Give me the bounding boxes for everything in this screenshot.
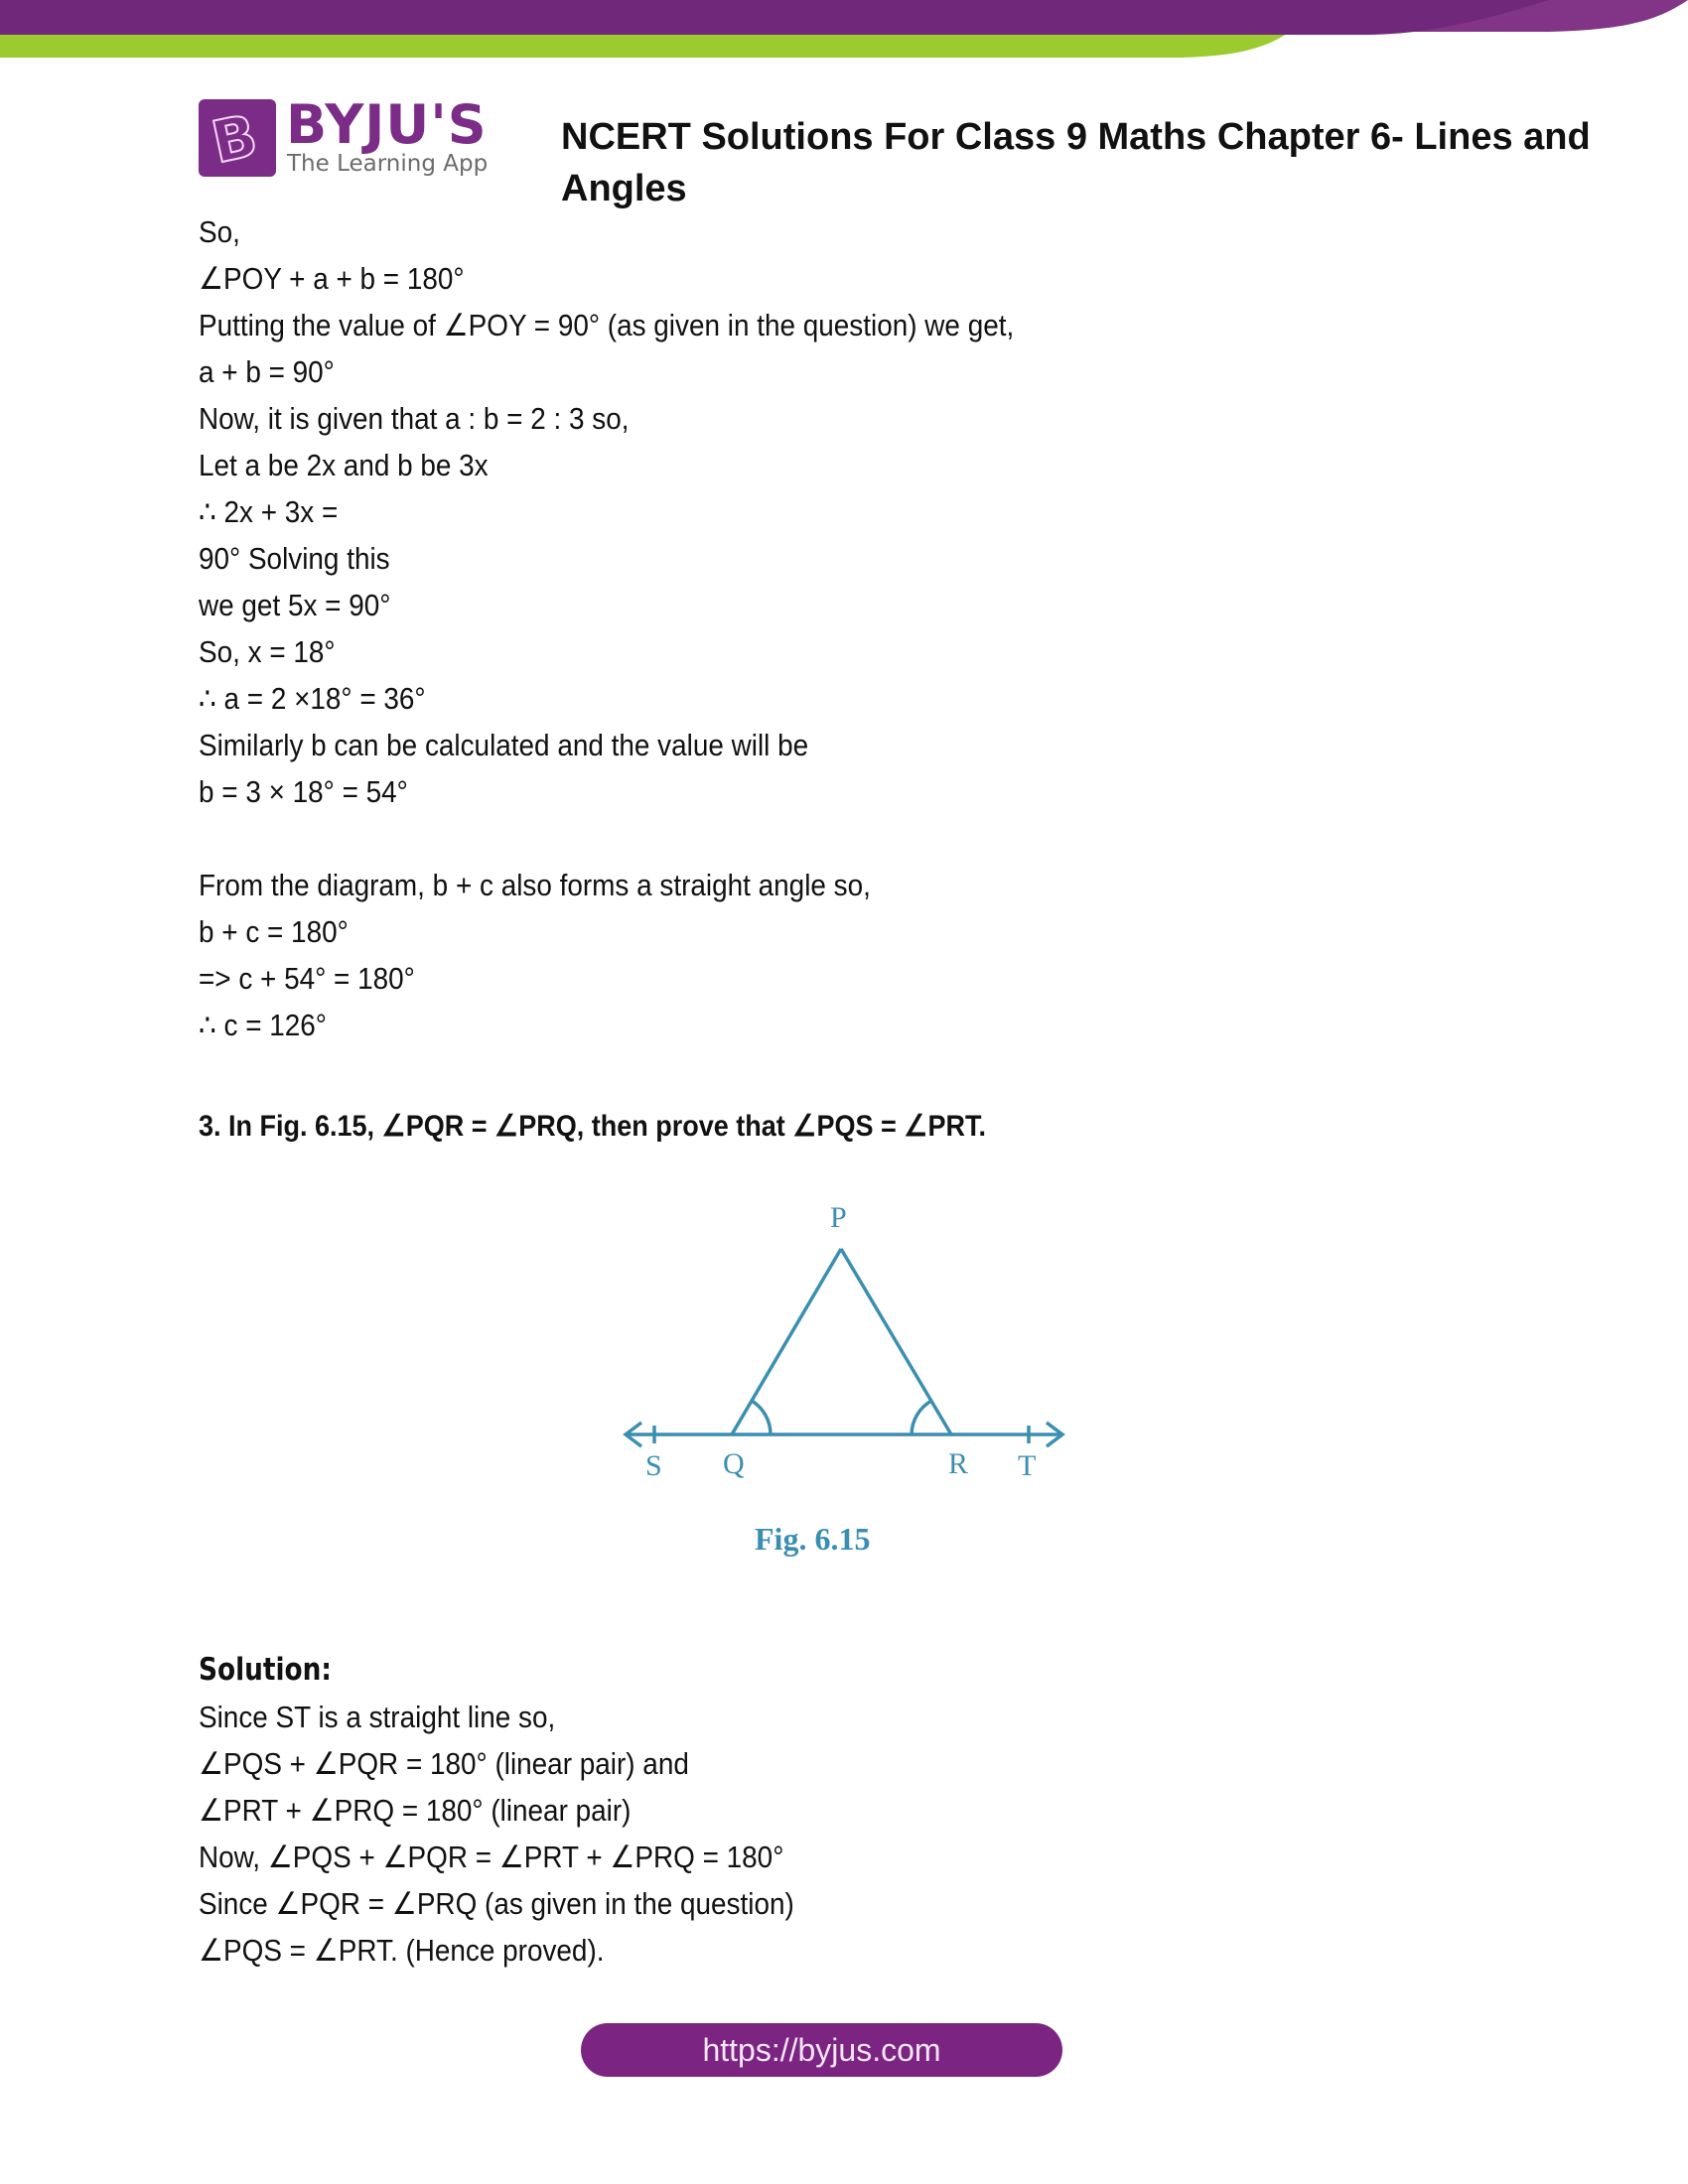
text-line: ∠POY + a + b = 180° — [199, 261, 465, 296]
side-pq — [732, 1249, 841, 1434]
text-line: Since ∠PQR = ∠PRQ (as given in the question) — [199, 1886, 794, 1921]
text-line: Since ST is a straight line so, — [199, 1700, 556, 1734]
text-line: Let a be 2x and b be 3x — [199, 448, 489, 482]
text-line: Similarly b can be calculated and the value will be — [199, 728, 809, 762]
text-line: b = 3 × 18° = 54° — [199, 774, 408, 809]
label-s: S — [645, 1449, 662, 1482]
logo-name: BYJU'S — [286, 93, 488, 156]
solution-q3 — [199, 1646, 1489, 1974]
figure-6-15 — [596, 1191, 1092, 1588]
logo-mark-box — [199, 99, 276, 177]
solution-heading: Solution: — [199, 1652, 332, 1688]
label-t: T — [1018, 1449, 1037, 1482]
logo-tagline: The Learning App — [287, 151, 489, 177]
text-line: ∴ a = 2 ×18° = 36° — [199, 681, 426, 716]
footer-url-link[interactable]: https://byjus.com — [702, 2031, 941, 2068]
text-line: ∠PQS = ∠PRT. (Hence proved). — [199, 1933, 605, 1968]
text-line: 90° Solving this — [199, 541, 390, 576]
text-line: b + c = 180° — [199, 914, 349, 949]
text-line: ∴ c = 126° — [199, 1008, 327, 1042]
angle-arc-q — [752, 1401, 771, 1434]
text-line: a + b = 90° — [199, 354, 335, 389]
text-line: Now, ∠PQS + ∠PQR = ∠PRT + ∠PRQ = 180° — [199, 1840, 784, 1874]
question-3: 3. In Fig. 6.15, ∠PQR = ∠PRQ, then prove that ∠PQS = ∠PRT. — [199, 1110, 986, 1143]
text-line: => c + 54° = 180° — [199, 961, 415, 996]
top-banner — [0, 0, 1688, 69]
text-line: we get 5x = 90° — [199, 588, 391, 622]
logo-b-icon: B — [206, 101, 263, 177]
label-p: P — [830, 1201, 847, 1234]
text-line: ∴ 2x + 3x = — [199, 494, 339, 529]
text-line: So, x = 18° — [199, 634, 336, 669]
side-pr — [841, 1249, 951, 1434]
byjus-logo — [199, 93, 489, 179]
blank-line — [199, 1048, 1489, 1095]
text-line: ∠PQS + ∠PQR = 180° (linear pair) and — [199, 1746, 689, 1781]
banner-purple-dark — [0, 0, 1549, 35]
text-line: ∠PRT + ∠PRQ = 180° (linear pair) — [199, 1793, 632, 1828]
solution-body-q2 — [199, 208, 1489, 1150]
figure-caption: Fig. 6.15 — [755, 1521, 871, 1557]
text-line: From the diagram, b + c also forms a straight angle so, — [199, 868, 871, 902]
blank-line — [199, 815, 1489, 862]
footer-url-pill[interactable] — [581, 2023, 1062, 2077]
text-line: So, — [199, 214, 240, 249]
text-line: Now, it is given that a : b = 2 : 3 so, — [199, 401, 630, 436]
document-title: NCERT Solutions For Class 9 Maths Chapter 6- Lines and Angles — [561, 116, 1591, 209]
label-q: Q — [723, 1447, 745, 1480]
label-r: R — [948, 1447, 969, 1480]
angle-arc-r — [912, 1401, 931, 1434]
text-line: Putting the value of ∠POY = 90° (as given in the question) we get, — [199, 308, 1015, 342]
